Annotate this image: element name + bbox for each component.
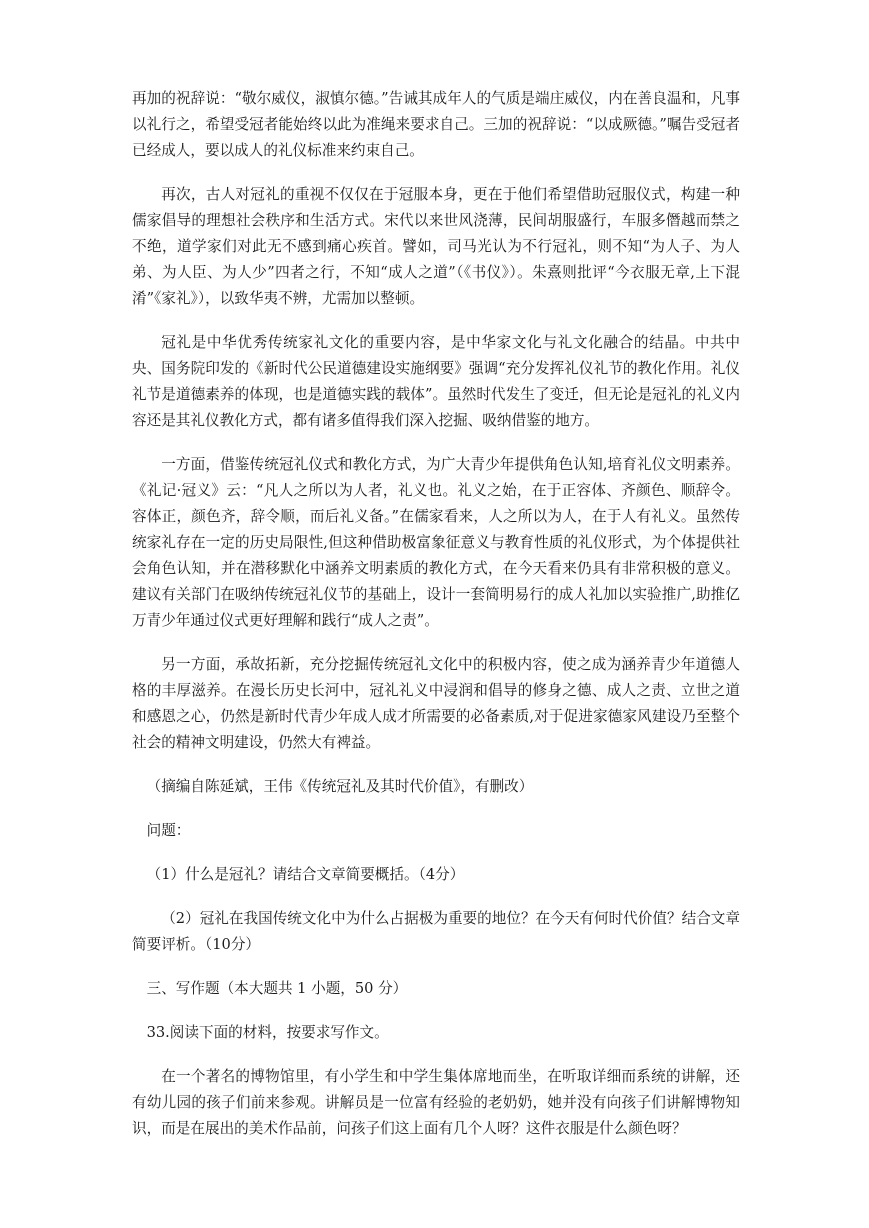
questions-label: 问题：: [146, 822, 191, 839]
paragraph-importance: 再次，古人对冠礼的重视不仅仅在于冠服本身，更在于他们希望借助冠服仪式，构建一种儒家倡导的理想社会秩序和生活方式。宋代以来世风浇薄，民间胡服盛行，车服多僭越而禁之不绝，道学家们对此无不感到痛心疾首。譬如，司马光认为不行冠礼，则不知“为人子、为人弟、为人臣、为人少”四者之行，不知“成人之道”（《书仪》）。朱熹则批评“今衣服无章,上下混淆”《家礼》），以致华夷不辨，尤需加以整顿。: [132, 186, 740, 307]
document-body: [132, 86, 740, 1142]
source-citation: （摘编自陈延斌，王伟《传统冠礼及其时代价值》，有删改）: [146, 778, 534, 795]
paragraph-second-aspect: 另一方面，承故拓新，充分挖掘传统冠礼文化中的积极内容，使之成为涵养青少年道德人格的丰厚滋养。在漫长历史长河中，冠礼礼义中浸润和倡导的修身之德、成人之责、立世之道和感恩之心，仍然是新时代青少年成人成才所需要的必备素质,对于促进家德家风建设乃至整个社会的精神文明建设，仍然大有裨益。: [132, 656, 740, 751]
writing-material: 在一个著名的博物馆里，有小学生和中学生集体席地而坐，在听取详细而系统的讲解，还有幼儿园的孩子们前来参观。讲解员是一位富有经验的老奶奶，她并没有向孩子们讲解博物知识，而是在展出的美术作品前，问孩子们这上面有几个人呀？这件衣服是什么颜色呀？: [132, 1068, 740, 1137]
item-33-instruction: 33.阅读下面的材料，按要求写作文。: [146, 1024, 389, 1041]
question-1: （1）什么是冠礼？请结合文章简要概括。（4分）: [146, 866, 465, 883]
section-3-heading: 三、写作题（本大题共 1 小题，50 分）: [146, 980, 408, 997]
paragraph-first-aspect: 一方面，借鉴传统冠礼仪式和教化方式，为广大青少年提供角色认知,培育礼仪文明素养。《礼记·冠义》云：“凡人之所以为人者，礼义也。礼义之始，在于正容体、齐颜色、顺辞令。容体正，颜色齐，辞令顺，而后礼义备。”在儒家看来，人之所以为人，在于人有礼义。虽然传统家礼存在一定的历史局限性,但这种借助极富象征意义与教育性质的礼仪形式，为个体提供社会角色认知，并在潜移默化中涵养文明素质的教化方式，在今天看来仍具有非常积极的意义。建议有关部门在吸纳传统冠礼仪节的基础上，设计一套简明易行的成人礼加以实验推广,助推亿万青少年通过仪式更好理解和践行“成人之责”。: [132, 456, 740, 629]
question-2: （2）冠礼在我国传统文化中为什么占据极为重要的地位？在今天有何时代价值？结合文章简要评析。（10分）: [132, 910, 740, 953]
paragraph-family-culture: 冠礼是中华优秀传统家礼文化的重要内容，是中华家文化与礼文化融合的结晶。中共中央、国务院印发的《新时代公民道德建设实施纲要》强调“充分发挥礼仪礼节的教化作用。礼仪礼节是道德素养的体现，也是道德实践的载体”。虽然时代发生了变迁，但无论是冠礼的礼义内容还是其礼仪教化方式，都有诸多值得我们深入挖掘、吸纳借鉴的地方。: [132, 334, 740, 429]
paragraph-blessing: 再加的祝辞说：“敬尔威仪，淑慎尔德。”告诫其成年人的气质是端庄威仪，内在善良温和，凡事以礼行之，希望受冠者能始终以此为准绳来要求自己。三加的祝辞说：“以成厥德。”嘱告受冠者已经成人，要以成人的礼仪标准来约束自己。: [132, 90, 740, 159]
